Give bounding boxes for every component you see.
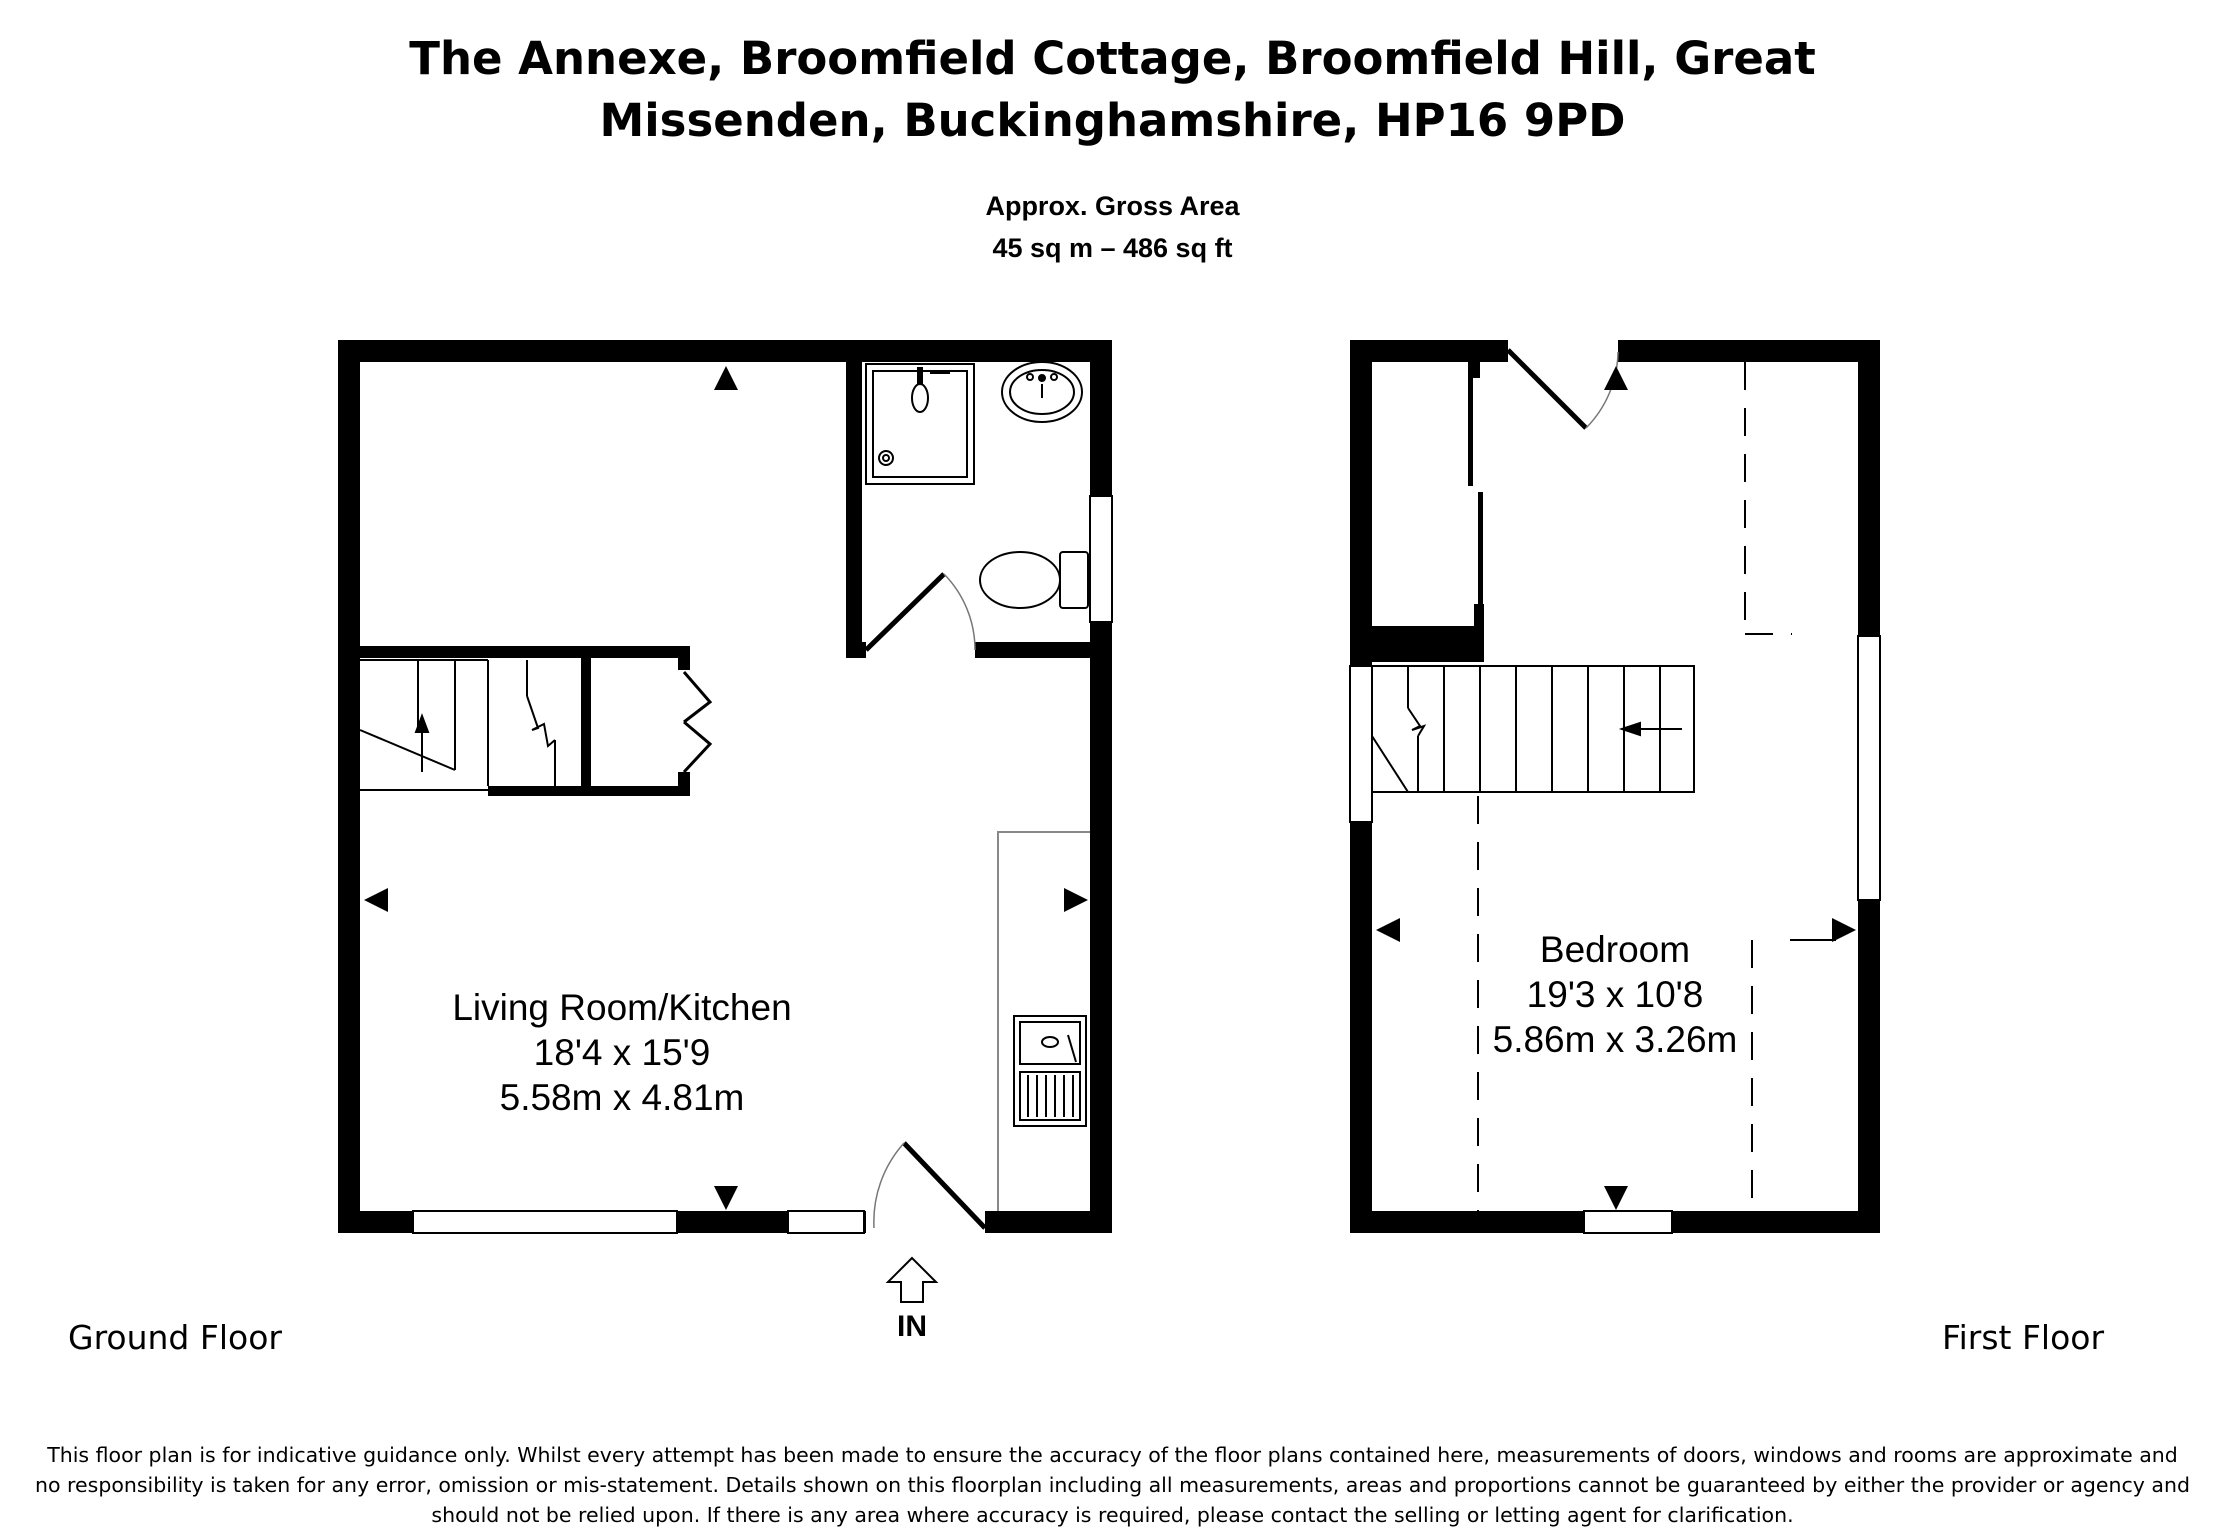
bedroom-imperial: 19'3 x 10'8 xyxy=(1526,974,1704,1015)
entrance-door xyxy=(874,1143,985,1228)
cupboard-doors xyxy=(684,672,710,772)
gross-area-value: 45 sq m – 486 sq ft xyxy=(992,233,1233,263)
first-floor-dimension-markers xyxy=(1376,366,1856,1210)
restricted-headroom-lines xyxy=(1478,362,1792,1211)
gross-area-label: Approx. Gross Area xyxy=(985,191,1240,221)
kitchen-sink xyxy=(1014,1016,1086,1126)
ground-floor-label: Ground Floor xyxy=(68,1318,282,1357)
disclaimer xyxy=(10,1440,2215,1530)
living-room-imperial: 18'4 x 15'9 xyxy=(533,1032,711,1073)
disclaimer-line-3: should not be relied upon. If there is any area where accuracy is required, please contact the selling or letting agent for clarification. xyxy=(431,1503,1794,1527)
disclaimer-line-2: no responsibility is taken for any error, omission or mis-statement. Details shown on this floorplan including all measurements, areas and proportions cannot be guaranteed by either the provider or agency and xyxy=(35,1473,2190,1497)
bedroom-name: Bedroom xyxy=(1539,929,1691,970)
wc-toilet xyxy=(980,552,1088,608)
entrance-label: IN xyxy=(897,1310,927,1343)
disclaimer-line-1: This floor plan is for indicative guidance only. Whilst every attempt has been made to ensure the accuracy of the floor plans contained here, measurements of doors, windows and rooms are approximate and xyxy=(47,1443,2178,1467)
ground-floor-plan xyxy=(338,340,1112,1343)
living-room-name: Living Room/Kitchen xyxy=(452,987,792,1028)
first-floor-staircase xyxy=(1372,666,1694,792)
shower-tray xyxy=(866,364,974,484)
title-line-2: Missenden, Buckinghamshire, HP16 9PD xyxy=(599,94,1626,147)
shower-room-door xyxy=(866,574,975,650)
first-floor-plan xyxy=(1350,340,1880,1233)
wash-basin xyxy=(1002,362,1082,422)
ground-floor-staircase xyxy=(360,660,555,790)
first-floor-walls xyxy=(1350,340,1880,1233)
title-line-1: The Annexe, Broomfield Cottage, Broomfield Hill, Great xyxy=(409,32,1816,85)
living-room-metric: 5.58m x 4.81m xyxy=(499,1077,745,1118)
first-floor-label: First Floor xyxy=(1942,1318,2105,1357)
bedroom-metric: 5.86m x 3.26m xyxy=(1492,1019,1738,1060)
first-floor-door xyxy=(1508,350,1618,428)
entrance-arrow-icon xyxy=(888,1258,936,1302)
